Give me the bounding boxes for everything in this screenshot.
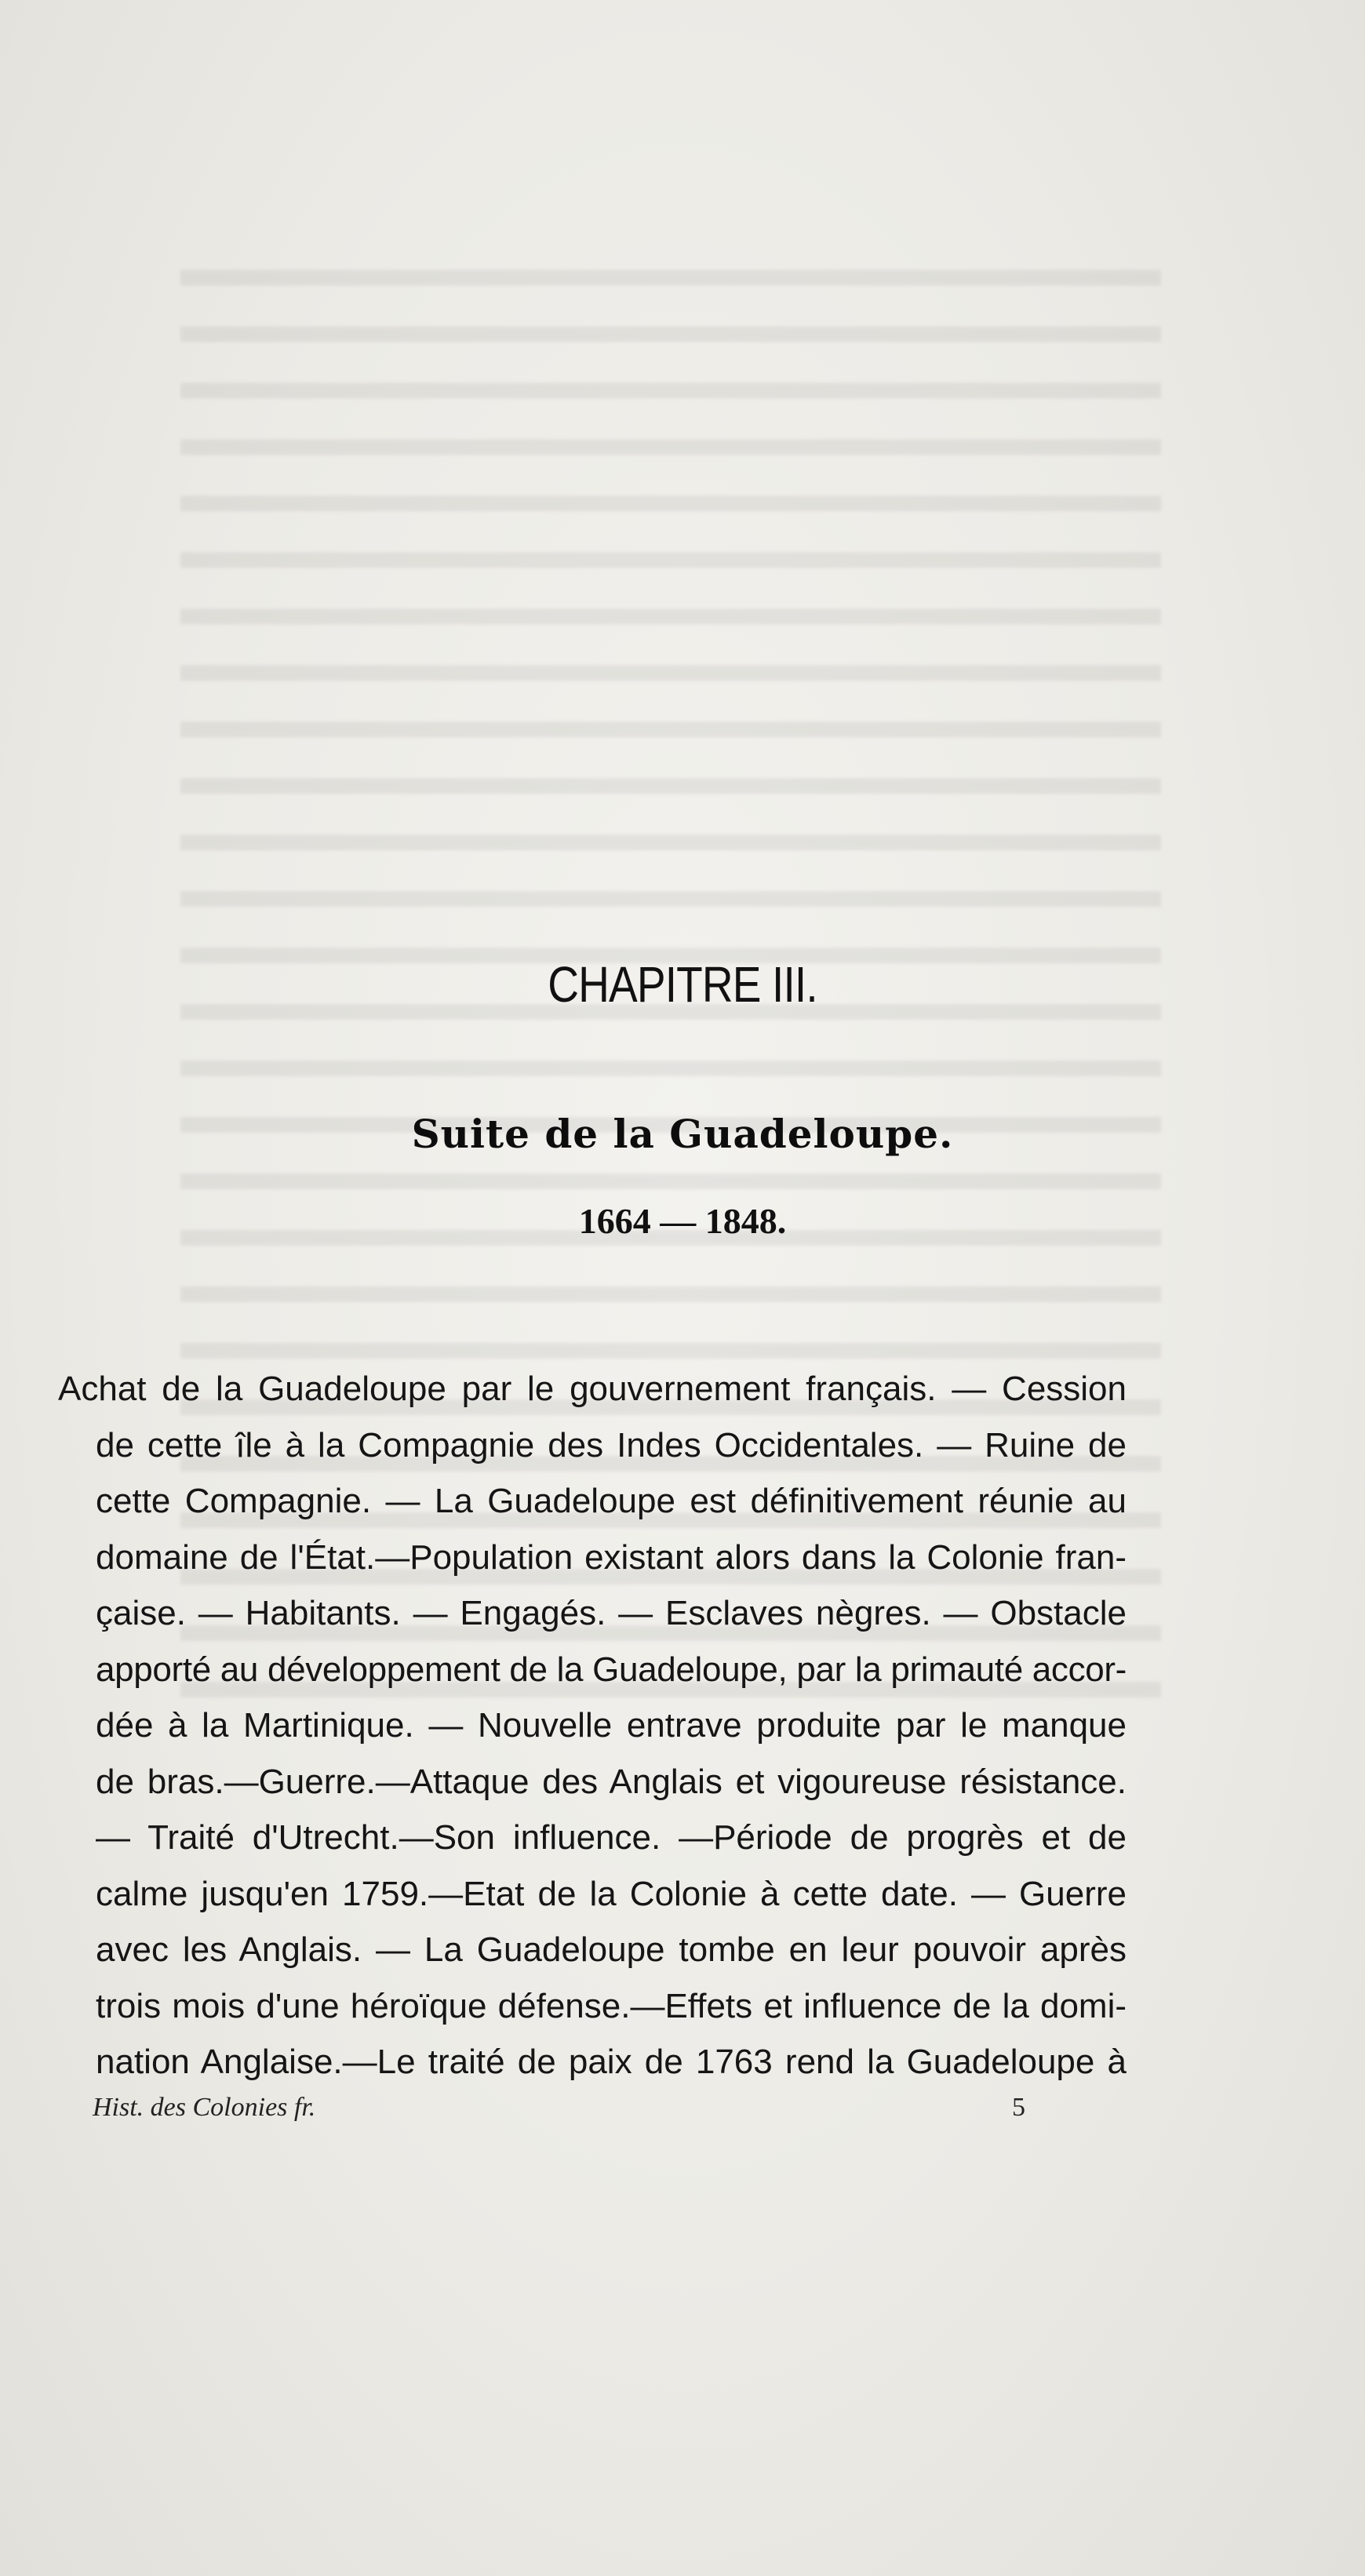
summary-line: dée à la Martinique. — Nouvelle entrave produite par le manque <box>96 1706 1127 1745</box>
summary-line: çaise. — Habitants. — Engagés. — Esclaves nègres. — Obstacle <box>96 1594 1127 1632</box>
chapter-dates: 1664 — 1848. <box>578 1201 787 1241</box>
summary-line: cette Compagnie. — La Guadeloupe est définitivement réunie au <box>96 1482 1127 1520</box>
signature-mark: 5 <box>1012 2093 1025 2122</box>
summary-line: avec les Anglais. — La Guadeloupe tombe en leur pouvoir après <box>96 1930 1127 1969</box>
summary-line: de bras.—Guerre.—Attaque des Anglais et vigoureuse résistance. <box>96 1762 1127 1801</box>
summary-line: de cette île à la Compagnie des Indes Occidentales. — Ruine de <box>96 1425 1127 1464</box>
chapter-summary <box>58 1361 1127 2090</box>
summary-line: trois mois d'une héroïque défense.—Effets et influence de la domi- <box>96 1986 1127 2025</box>
signature-note: Hist. des Colonies fr. <box>93 2093 316 2122</box>
summary-line: domaine de l'État.—Population existant alors dans la Colonie fran- <box>96 1537 1127 1577</box>
summary-line: apporté au développement de la Guadeloupe, par la primauté accor- <box>96 1650 1127 1689</box>
chapter-subtitle: Suite de la Guadeloupe. <box>411 1111 954 1157</box>
summary-line: — Traité d'Utrecht.—Son influence. —Période de progrès et de <box>96 1818 1127 1857</box>
summary-line: calme jusqu'en 1759.—Etat de la Colonie à cette date. — Guerre <box>96 1874 1127 1913</box>
summary-line: nation Anglaise.—Le traité de paix de 1763 rend la Guadeloupe à <box>96 2043 1127 2081</box>
summary-line: Achat de la Guadeloupe par le gouvernement français. — Cession <box>58 1370 1127 1408</box>
chapter-title: CHAPITRE III. <box>548 956 817 1013</box>
